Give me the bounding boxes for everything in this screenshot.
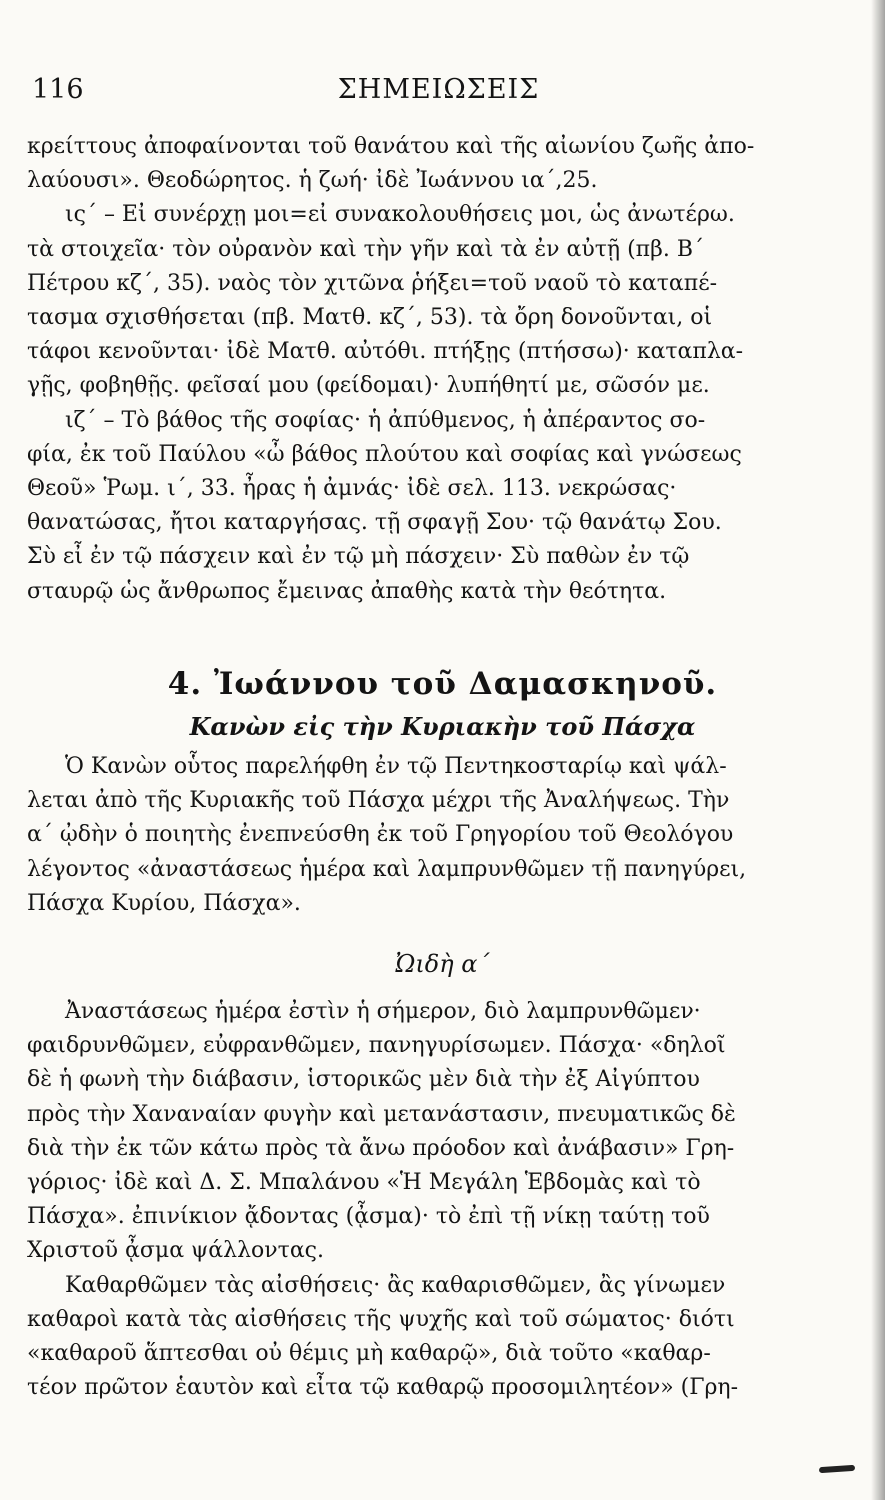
section-title: 4. Ἰωάννου τοῦ Δαμασκηνοῦ. [167, 666, 718, 702]
running-head: ΣΗΜΕΙΩΣΕΙΣ [337, 74, 540, 105]
section-subtitle: Κανὼν εἰς τὴν Κυριακὴν τοῦ Πάσχα [189, 712, 696, 741]
text-line: κρείττους ἀποφαίνονται τοῦ θανάτου καὶ τῆς αἰωνίου ζωῆς ἀπο- [27, 134, 755, 159]
text-line: διὰ τὴν ἐκ τῶν κάτω πρὸς τὰ ἄνω πρόοδον καὶ ἀνάβασιν» Γρη- [27, 1135, 735, 1161]
text-line: Θεοῦ» Ῥωμ. ι΄, 33. ἦρας ἡ ἀμνάς· ἰδὲ σελ. 113. νεκρώσας· [27, 476, 677, 502]
intro-paragraph [27, 750, 827, 921]
text-line: φαιδρυνθῶμεν, εὐφρανθῶμεν, πανηγυρίσωμεν. Πάσχα· «δηλοῖ [27, 1033, 726, 1059]
text-line: α΄ ᾠδὴν ὁ ποιητὴς ἐνεπνεύσθη ἐκ τοῦ Γρηγορίου τοῦ Θεολόγου [27, 822, 734, 848]
text-line: τάφοι κενοῦνται· ἰδὲ Ματθ. αὐτόθι. πτήξῃς (πτήσσω)· καταπλα- [27, 339, 744, 365]
text-line: Πάσχα Κυρίου, Πάσχα». [27, 890, 301, 916]
text-line: λέγοντος «ἀναστάσεως ἡμέρα καὶ λαμπρυνθῶμεν τῇ πανηγύρει, [27, 856, 747, 882]
text-line: Καθαρθῶμεν τὰς αἰσθήσεις· ἂς καθαρισθῶμεν, ἂς γίνωμεν [65, 1272, 726, 1298]
page-number: 116 [32, 74, 84, 105]
text-line: τέον πρῶτον ἑαυτὸν καὶ εἶτα τῷ καθαρῷ προσομιλητέον» (Γρη- [27, 1375, 739, 1401]
text-line: Πάσχα». ἐπινίκιον ᾄδοντας (ᾆσμα)· τὸ ἐπὶ τῇ νίκῃ ταύτῃ τοῦ [27, 1204, 710, 1230]
text-line: τασμα σχισθήσεται (πβ. Ματθ. κζ΄, 53). τὰ ὄρη δονοῦνται, οἱ [27, 305, 713, 331]
text-line: λεται ἀπὸ τῆς Κυριακῆς τοῦ Πάσχα μέχρι τῆς Ἀναλήψεως. Τὴν [27, 788, 730, 814]
text-line: σταυρῷ ὡς ἄνθρωπος ἔμεινας ἀπαθὴς κατὰ τὴν θεότητα. [27, 578, 667, 604]
text-line: πρὸς τὴν Χαναναίαν φυγὴν καὶ μετανάστασιν, πνευματικῶς δὲ [27, 1101, 736, 1127]
text-line: τὰ στοιχεῖα· τὸν οὐρανὸν καὶ τὴν γῆν καὶ τὰ ἐν αὐτῇ (πβ. Β΄ [27, 236, 705, 262]
text-line: δὲ ἡ φωνὴ τὴν διάβασιν, ἱστορικῶς μὲν διὰ τὴν ἐξ Αἰγύπτου [27, 1067, 700, 1093]
text-line: γῇς, φοβηθῇς. φεῖσαί μου (φείδομαι)· λυπήθητί με, σῶσόν με. [27, 373, 710, 399]
text-line: θανατώσας, ἤτοι καταργήσας. τῇ σφαγῇ Σου· τῷ θανάτῳ Σου. [27, 510, 722, 536]
ode-commentary [27, 995, 827, 1405]
text-line: ις΄ – Εἰ συνέρχῃ μοι=εἰ συνακολουθήσεις μοι, ὡς ἀνωτέρω. [65, 202, 735, 228]
text-line: καθαροὶ κατὰ τὰς αἰσθήσεις τῆς ψυχῆς καὶ τοῦ σώματος· διότι [27, 1306, 735, 1332]
notes-block [27, 130, 827, 609]
page-edge-shadow [871, 0, 885, 1500]
text-line: Σὺ εἶ ἐν τῷ πάσχειν καὶ ἐν τῷ μὴ πάσχειν· Σὺ παθὼν ἐν τῷ [27, 544, 690, 570]
ink-mark [819, 1465, 855, 1473]
text-line: Ὁ Κανὼν οὗτος παρελήφθη ἐν τῷ Πεντηκοσταρίῳ καὶ ψάλ- [65, 754, 727, 779]
text-line: Χριστοῦ ᾆσμα ψάλλοντας. [27, 1238, 324, 1264]
page-header [32, 74, 845, 114]
text-line: φία, ἐκ τοῦ Παύλου «ὦ βάθος πλούτου καὶ σοφίας καὶ γνώσεως [27, 441, 742, 467]
text-line: λαύουσι». Θεοδώρητος. ἡ ζωή· ἰδὲ Ἰωάννου ια΄,25. [27, 168, 598, 194]
text-line: Πέτρου κζ΄, 35). ναὸς τὸν χιτῶνα ῥήξει=τοῦ ναοῦ τὸ καταπέ- [27, 270, 718, 296]
text-line: «καθαροῦ ἅπτεσθαι οὐ θέμις μὴ καθαρῷ», διὰ τοῦτο «καθαρ- [27, 1341, 711, 1367]
text-line: γόριος· ἰδὲ καὶ Δ. Σ. Μπαλάνου «Ἡ Μεγάλη Ἑβδομὰς καὶ τὸ [27, 1170, 701, 1196]
ode-heading: Ὠιδὴ α΄ [395, 950, 490, 978]
text-line: Ἀναστάσεως ἡμέρα ἐστὶν ἡ σήμερον, διὸ λαμπρυνθῶμεν· [65, 999, 701, 1024]
text-line: ιζ΄ – Τὸ βάθος τῆς σοφίας· ἡ ἀπύθμενος, ἡ ἀπέραντος σο- [65, 407, 706, 433]
